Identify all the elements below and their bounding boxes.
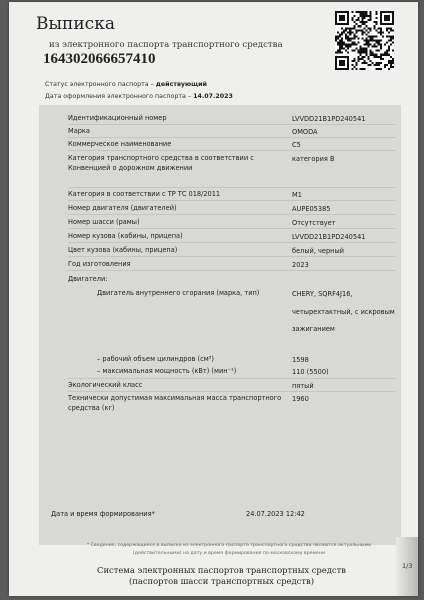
system-name-line-2: (паспортов шасси транспортных средств) [129,576,314,586]
row-value: CHERY, SQRF4J16, четырехтактный, с искровым зажиганием [292,290,395,333]
system-name-line-1: Система электронных паспортов транспортных средств [97,565,346,575]
issue-date-label: Дата оформления электронного паспорта – [45,93,194,100]
row-label: – рабочий объем цилиндров (см³) [97,355,214,363]
row-value: белый, черный [292,247,344,255]
vehicle-data-table [39,105,401,545]
status-line [45,81,207,88]
row-label: Номер кузова (кабины, прицепа) [68,232,183,240]
row-label: – максимальная мощность (кВт) (мин⁻¹) [97,367,237,375]
row-divider [68,256,396,257]
row-label: Категория транспортного средства в соответствии с Конвенцией о дорожном движении [68,154,254,172]
status-label: Статус электронного паспорта – [45,81,156,88]
row-value: категория B [292,155,335,163]
row-divider [68,270,396,271]
row-label: Номер двигателя (двигателей) [68,204,177,212]
row-value: С5 [292,141,301,149]
row-label: Двигатель внутреннего сгорания (марка, тип) [97,289,260,297]
row-divider [68,137,396,138]
document-page [9,2,418,596]
page-number: 1/3 [402,562,413,570]
row-value: OMODA [292,128,318,136]
footnote: * Сведения, содержащиеся в выписке из электронного паспорта транспортного средства являются актуальными (действительными) на дату и время формирования по московскому времени [86,543,372,556]
row-label: Двигатели: [68,275,108,283]
issue-date-line [45,93,233,100]
row-label: Год изготовления [68,260,131,268]
row-divider [68,124,396,125]
row-divider [68,391,396,392]
status-value: действующий [155,81,207,88]
row-divider [68,150,396,151]
row-label: Цвет кузова (кабины, прицепа) [68,246,178,254]
row-label: Экологический класс [68,381,143,389]
row-label: Идентификационный номер [68,114,167,122]
document-subtitle: из электронного паспорта транспортного средства [49,40,283,50]
formed-datetime-label: Дата и время формирования* [51,510,155,518]
row-divider [68,214,396,215]
formed-datetime-value: 24.07.2023 12:42 [246,510,305,518]
row-divider [68,228,396,229]
row-label: Номер шасси (рамы) [68,218,140,226]
row-value: LVVDD21B1PD240541 [292,115,366,123]
row-value: 110 (5500) [292,368,329,376]
row-divider [68,200,396,201]
row-value: LVVDD21B1PD240541 [292,233,366,241]
row-label: Марка [68,127,90,135]
row-value: 1598 [292,356,309,364]
row-divider [68,378,396,379]
row-value: 2023 [292,261,309,269]
row-label: Коммерческое наименование [68,140,172,148]
document-number: 164302066657410 [43,51,156,67]
row-divider [68,242,396,243]
row-label: Категория в соответствии с ТР ТС 018/2011 [68,190,221,198]
issue-date-value: 14.07.2023 [193,93,233,100]
row-value: AUPE05385 [292,205,331,213]
row-value: Отсутствует [292,219,336,227]
row-value: пятый [292,382,314,390]
system-name [89,565,354,587]
row-value: 1960 [292,395,309,403]
row-divider [68,187,396,188]
document-title: Выписка [36,14,115,34]
qr-code-icon [335,11,394,70]
row-label: Технически допустимая максимальная масса транспортного средства (кг) [68,394,282,412]
row-value: M1 [292,191,302,199]
